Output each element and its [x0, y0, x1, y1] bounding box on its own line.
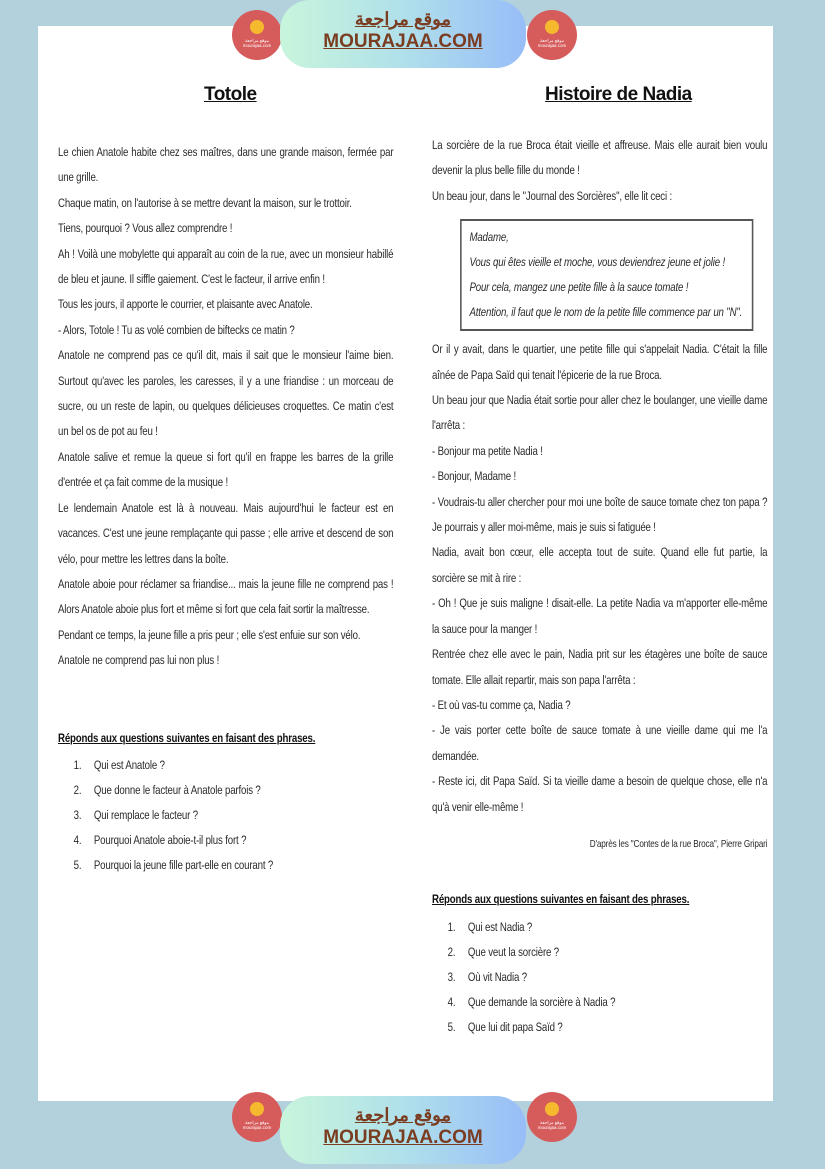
- box-line: Pour cela, mangez une petite fille à la sauce tomate !: [469, 280, 689, 295]
- question-item: 5. Que lui dit papa Saïd ?: [447, 1019, 563, 1034]
- paragraph: Anatole ne comprend pas ce qu'il dit, mais il sait que le monsieur l'aime bien. Surtout qu'avec les paroles, les caresses, il y a une friandise : un morceau de sucre, ou un reste de lapin, ou quelques délicieuses croquettes. Ce matin c'est un bel os de pot au feu !: [58, 348, 394, 439]
- questions-heading: Réponds aux questions suivantes en faisant des phrases.: [58, 730, 316, 745]
- paragraph: Tiens, pourquoi ? Vous allez comprendre !: [58, 221, 233, 236]
- question-item: 5. Pourquoi la jeune fille part-elle en courant ?: [73, 857, 274, 872]
- question-item: 4. Pourquoi Anatole aboie-t-il plus fort ?: [73, 832, 247, 847]
- book-icon: [545, 1102, 559, 1116]
- question-item: 3. Où vit Nadia ?: [447, 969, 527, 984]
- banner-site-link[interactable]: MOURAJAA.COM: [323, 1127, 483, 1148]
- paragraph: - Je vais porter cette boîte de sauce tomate à une vieille dame qui me l'a demandée.: [432, 723, 768, 763]
- banner-arabic-text: موقع مراجعة: [354, 1105, 452, 1125]
- source-credit: D'après les "Contes de la rue Broca", Pierre Gripari: [589, 837, 768, 850]
- left-story-text: [58, 140, 393, 674]
- site-logo-right-bottom[interactable]: موقع مراجعة mourajaa.com: [527, 1092, 577, 1142]
- paragraph: Anatole salive et remue la queue si fort qu'il en frappe les barres de la grille d'entrée et ça fait comme de la musique !: [58, 449, 394, 490]
- questions-heading: Réponds aux questions suivantes en faisant des phrases.: [432, 892, 690, 907]
- paragraph: Or il y avait, dans le quartier, une petite fille qui s'appelait Nadia. C'était la fille aînée de Papa Saïd qui tenait l'épicerie de la rue Broca.: [432, 342, 768, 382]
- question-item: 2. Que donne le facteur à Anatole parfois ?: [73, 782, 261, 797]
- paragraph: - Bonjour, Madame !: [432, 469, 517, 484]
- paragraph: - Et où vas-tu comme ça, Nadia ?: [432, 697, 571, 712]
- paragraph: - Bonjour ma petite Nadia !: [432, 443, 543, 458]
- site-banner-bottom[interactable]: [280, 1096, 526, 1164]
- paragraph: - Alors, Totole ! Tu as volé combien de biftecks ce matin ?: [58, 322, 295, 337]
- question-item: 1. Qui est Anatole ?: [73, 757, 165, 772]
- site-logo-left-bottom[interactable]: موقع مراجعة mourajaa.com: [232, 1092, 282, 1142]
- box-line: Vous qui êtes vieille et moche, vous deviendrez jeune et jolie !: [469, 255, 726, 270]
- paragraph: - Voudrais-tu aller chercher pour moi une boîte de sauce tomate chez ton papa ? Je pourrais y aller moi-même, mais je suis si fatiguée !: [432, 494, 768, 535]
- banner-arabic-text: موقع مراجعة: [354, 9, 452, 29]
- paragraph: Rentrée chez elle avec le pain, Nadia prit sur les étagères une boîte de sauce tomate. Elle allait repartir, mais son papa l'arrêta :: [432, 647, 768, 687]
- left-column: [58, 140, 393, 878]
- question-item: 1. Qui est Nadia ?: [447, 919, 533, 934]
- paragraph: - Oh ! Que je suis maligne ! disait-elle. La petite Nadia va m'apporter elle-même la sauce pour la manger !: [432, 596, 768, 636]
- paragraph: Un beau jour que Nadia était sortie pour aller chez le boulanger, une vieille dame l'arrêta :: [432, 393, 768, 433]
- right-story-text: [432, 133, 767, 857]
- box-line: Madame,: [469, 230, 509, 245]
- box-line: Attention, il faut que le nom de la petite fille commence par un "N".: [469, 305, 743, 320]
- right-column: [432, 133, 767, 1040]
- paragraph: Anatole aboie pour réclamer sa friandise... mais la jeune fille ne comprend pas ! Alors Anatole aboie plus fort et même si fort que cela fait sortir la maîtresse.: [58, 576, 394, 617]
- paragraph: La sorcière de la rue Broca était vieille et affreuse. Mais elle aurait bien voulu devenir la plus belle fille du monde !: [432, 138, 768, 178]
- paragraph: Chaque matin, on l'autorise à se mettre devant la maison, sur le trottoir.: [58, 195, 352, 210]
- paragraph: Anatole ne comprend pas lui non plus !: [58, 653, 220, 668]
- paragraph: Le lendemain Anatole est là à nouveau. Mais aujourd'hui le facteur est en vacances. C'est une jeune remplaçante qui passe ; elle arrive et descend de son vélo, pour mettre les lettres dans la boîte.: [58, 500, 394, 566]
- site-banner-top[interactable]: [280, 0, 526, 68]
- banner-site-link[interactable]: MOURAJAA.COM: [323, 31, 483, 52]
- left-questions: [58, 726, 393, 878]
- paragraph: Un beau jour, dans le "Journal des Sorcières", elle lit ceci :: [432, 188, 673, 203]
- question-item: 3. Qui remplace le facteur ?: [73, 807, 198, 822]
- paragraph: - Reste ici, dit Papa Saïd. Si ta vieille dame a besoin de quelque chose, elle n'a qu'à venir elle-même !: [432, 774, 768, 814]
- paragraph: Le chien Anatole habite chez ses maîtres, dans une grande maison, fermée par une grille.: [58, 145, 394, 185]
- newspaper-ad-box: [460, 219, 753, 331]
- right-questions: [432, 887, 767, 1039]
- paragraph: Pendant ce temps, la jeune fille a pris peur ; elle s'est enfuie sur son vélo.: [58, 627, 361, 642]
- book-icon: [250, 1102, 264, 1116]
- right-story-title: Histoire de Nadia: [545, 84, 692, 105]
- question-item: 4. Que demande la sorcière à Nadia ?: [447, 994, 616, 1009]
- paragraph: Tous les jours, il apporte le courrier, et plaisante avec Anatole.: [58, 297, 313, 312]
- book-icon: [250, 20, 264, 34]
- paragraph: Nadia, avait bon cœur, elle accepta tout de suite. Quand elle fut partie, la sorcière se mit à rire :: [432, 545, 768, 585]
- paragraph: Ah ! Voilà une mobylette qui apparaît au coin de la rue, avec un monsieur habillé de bleu et jaune. Il siffle gaiement. C'est le facteur, il arrive enfin !: [58, 246, 394, 287]
- site-logo-right[interactable]: موقع مراجعة mourajaa.com: [527, 10, 577, 60]
- question-item: 2. Que veut la sorcière ?: [447, 944, 560, 959]
- book-icon: [545, 20, 559, 34]
- site-logo-left[interactable]: موقع مراجعة mourajaa.com: [232, 10, 282, 60]
- left-story-title: Totole: [204, 84, 257, 105]
